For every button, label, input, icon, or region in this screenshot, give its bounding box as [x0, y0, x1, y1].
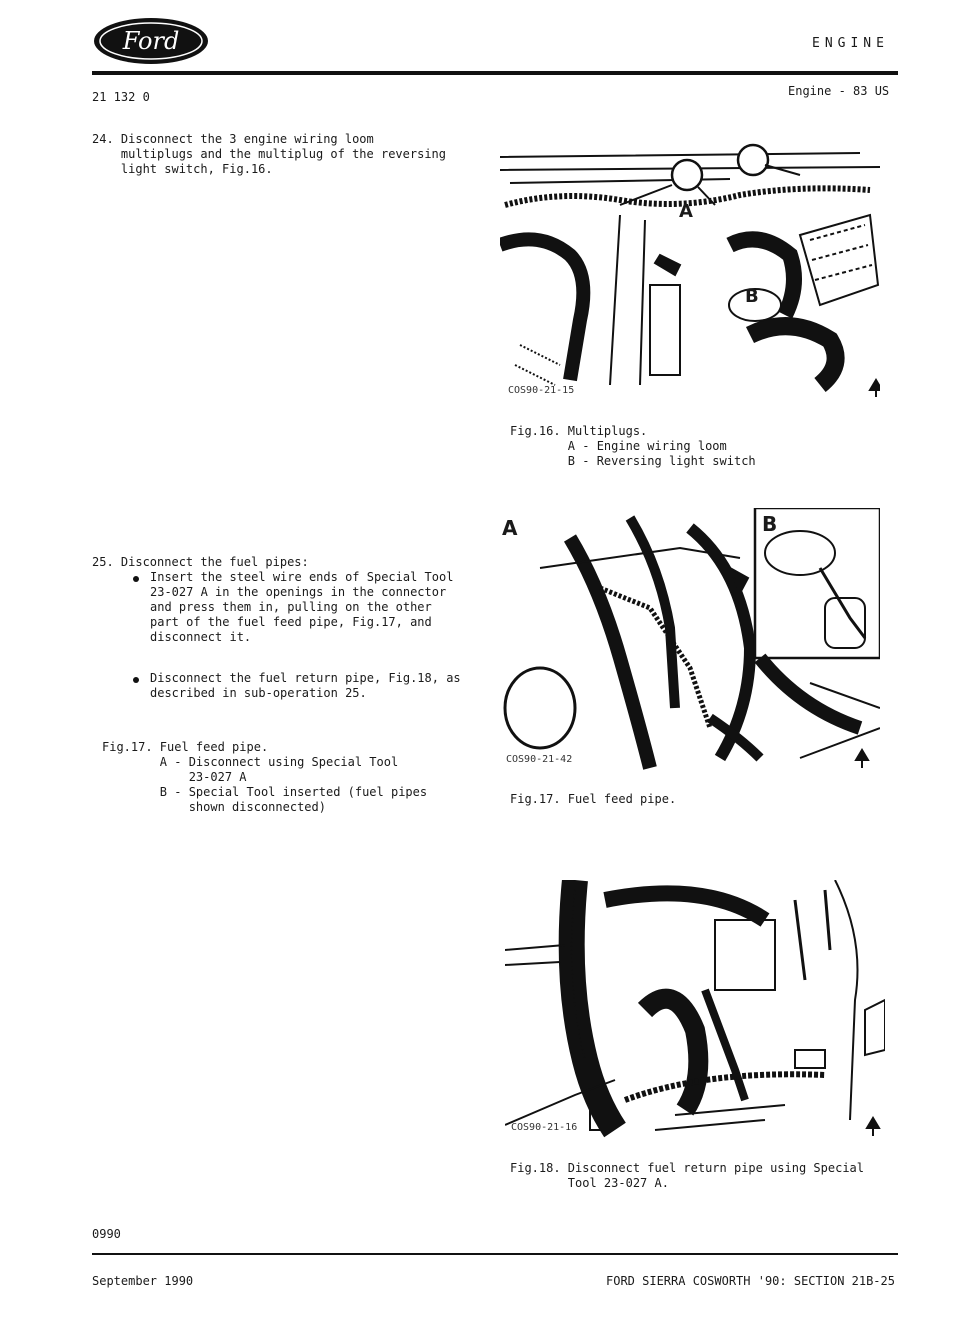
fig17-callout-b: B	[762, 512, 778, 536]
section-title: ENGINE	[812, 36, 889, 51]
fig16-caption: Fig.16. Multiplugs. A - Engine wiring loom B - Reversing light switch	[510, 424, 756, 468]
fig17-code: COS90-21-42	[506, 754, 573, 765]
fig18-code: COS90-21-16	[511, 1122, 578, 1133]
fig16-callout-a: A	[679, 201, 693, 222]
fig17-callout-a: A	[502, 516, 518, 540]
step-25-bullet-2: Disconnect the fuel return pipe, Fig.18, as described in sub-operation 25.	[150, 671, 461, 700]
step-25-title: 25. Disconnect the fuel pipes:	[92, 555, 309, 569]
footer-rule	[92, 1253, 898, 1255]
step-25-bullet-1: Insert the steel wire ends of Special Tool 23-027 A in the openings in the connector and press them in, pulling on the other part of the fuel feed pipe, Fig.17, and disconnect it.	[150, 570, 454, 644]
figure-18-illustration	[505, 880, 885, 1138]
engine-label: Engine - 83 US	[788, 84, 890, 98]
ford-logo-text: Ford	[122, 27, 180, 55]
ford-logo	[92, 16, 210, 66]
footer-date: September 1990	[92, 1274, 194, 1288]
footer-manual-title: FORD SIERRA COSWORTH '90: SECTION 21B-25	[606, 1274, 895, 1288]
fig16-code: COS90-21-15	[508, 385, 575, 396]
figure-17-illustration	[500, 508, 880, 770]
header-rule	[92, 71, 898, 75]
doc-number: 21 132 0	[92, 90, 150, 104]
step-24-text: 24. Disconnect the 3 engine wiring loom multiplugs and the multiplug of the reversing light switch, Fig.16.	[92, 132, 447, 176]
fig17-note: Fig.17. Fuel feed pipe. A - Disconnect using Special Tool 23-027 A B - Special Tool inserted (fuel pipes shown disconnected)	[102, 740, 428, 814]
fig18-caption: Fig.18. Disconnect fuel return pipe using Special Tool 23-027 A.	[510, 1161, 865, 1190]
fig17-caption: Fig.17. Fuel feed pipe.	[510, 792, 677, 806]
figure-16-illustration	[500, 135, 880, 400]
bullet-icon	[133, 576, 139, 582]
fig16-callout-b: B	[745, 286, 759, 307]
footer-code: 0990	[92, 1227, 121, 1241]
bullet-icon	[133, 677, 139, 683]
